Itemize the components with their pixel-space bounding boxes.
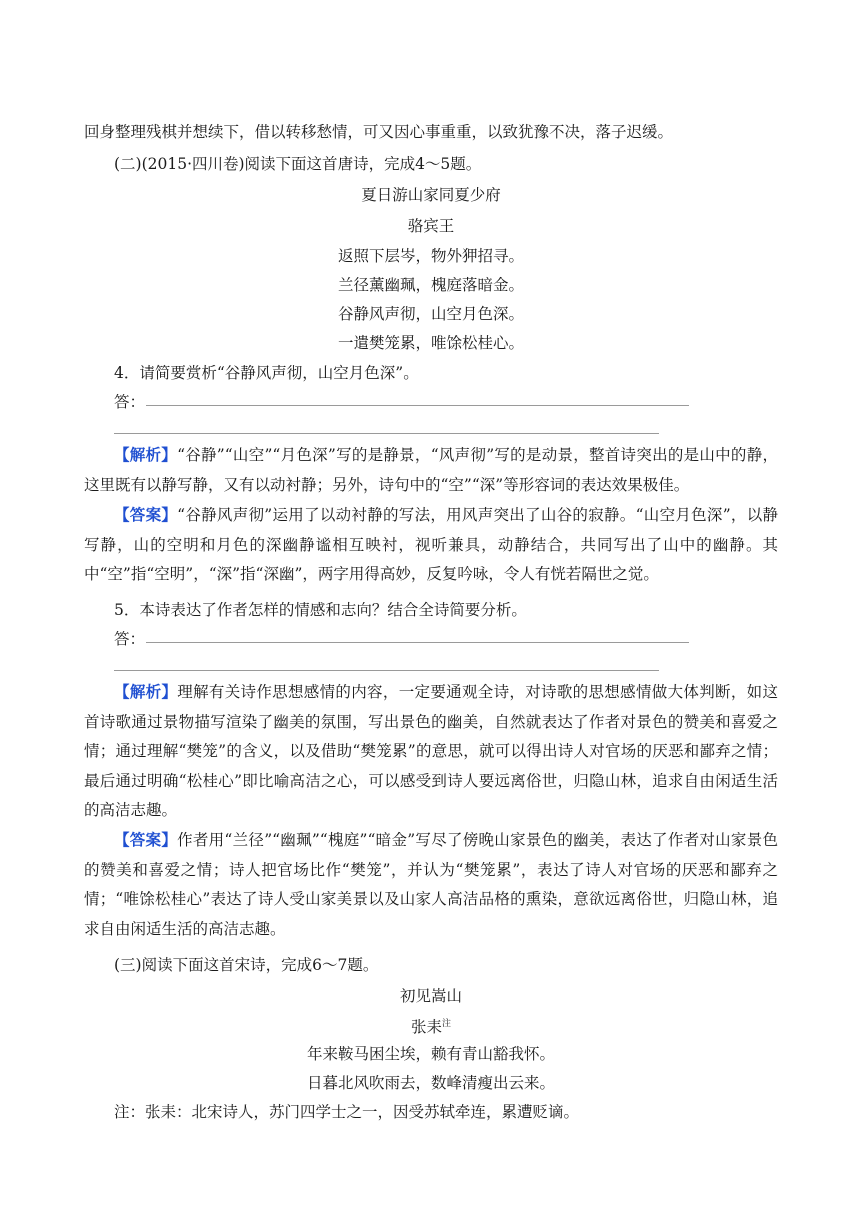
poem2-line-1: 年来鞍马困尘埃，赖有青山豁我怀。 bbox=[306, 1045, 555, 1063]
poem2-author-name: 张耒 bbox=[410, 1018, 442, 1037]
q5-answer-text: 作者用“兰径”“幽珮”“槐庭”“暗金”写尽了傍晚山家景色的幽美，表达了作者对山家景色的赞美和喜爱之情；诗人把官场比作“樊笼”，并认为“樊笼累”，表达了诗人对官场的厌恶和鄙弃之情；“唯馀松桂心”表达了诗人受山家美景以及山家人高洁品格的熏染，意欲远离俗世，归隐山林，追求自由闲适生活的高洁志趣。 bbox=[84, 831, 778, 938]
answer-tag: 【答案】 bbox=[114, 505, 178, 524]
q4-answer bbox=[84, 500, 778, 590]
q4-answer-line-2 bbox=[114, 433, 659, 434]
poem2-author bbox=[84, 1014, 778, 1037]
poem2-author-note-mark: 注 bbox=[442, 1019, 452, 1029]
section-heading-3: (三)阅读下面这首宋诗，完成6～7题。 bbox=[114, 956, 379, 974]
q4-answer-line-1 bbox=[146, 405, 689, 406]
poem1-line-4: 一遣樊笼累，唯馀松桂心。 bbox=[337, 334, 524, 352]
q5-answer bbox=[84, 825, 778, 944]
q4-analysis-text: “谷静”“山空”“月色深”写的是静景，“风声彻”写的是动景，整首诗突出的是山中的静，这里既有以静写静，又有以动衬静；另外，诗句中的“空”“深”等形容词的表达效果极佳。 bbox=[84, 446, 778, 494]
q4-analysis bbox=[84, 440, 778, 500]
poem2-line-2: 日暮北风吹雨去，数峰清瘦出云来。 bbox=[306, 1074, 555, 1092]
poem2-title: 初见嵩山 bbox=[399, 987, 462, 1005]
poem1-line-1: 返照下层岑，物外狎招寻。 bbox=[337, 247, 524, 265]
q5-answer-line-2 bbox=[114, 670, 659, 671]
q4-answer-label: 答： bbox=[114, 393, 146, 411]
poem1-line-2: 兰径薰幽珮，槐庭落暗金。 bbox=[337, 276, 524, 294]
q4-answer-text: “谷静风声彻”运用了以动衬静的写法，用风声突出了山谷的寂静。“山空月色深”，以静写静，山的空明和月色的深幽静谧相互映衬，视听兼具，动静结合，共同写出了山中的幽静。其中“空”指“空明”，“深”指“深幽”，两字用得高妙，反复吟咏，令人有恍若隔世之觉。 bbox=[84, 506, 778, 584]
analysis-tag: 【解析】 bbox=[114, 445, 178, 464]
poem2-note: 注：张耒：北宋诗人，苏门四学士之一，因受苏轼牵连，累遭贬谪。 bbox=[114, 1103, 580, 1121]
poem1-line-3: 谷静风声彻，山空月色深。 bbox=[337, 305, 524, 323]
q5-analysis bbox=[84, 677, 778, 826]
question-4: 4．请简要赏析“谷静风声彻，山空月色深”。 bbox=[114, 364, 419, 382]
answer-tag: 【答案】 bbox=[114, 830, 178, 849]
poem1-title: 夏日游山家同夏少府 bbox=[361, 186, 501, 204]
analysis-tag: 【解析】 bbox=[114, 682, 178, 701]
section-heading-2: (二)(2015·四川卷)阅读下面这首唐诗，完成4～5题。 bbox=[114, 155, 482, 173]
q5-answer-label: 答： bbox=[114, 630, 146, 648]
poem1-author: 骆宾王 bbox=[407, 217, 455, 235]
question-5: 5．本诗表达了作者怎样的情感和志向？结合全诗简要分析。 bbox=[114, 601, 527, 619]
intro-line: 回身整理残棋并想续下，借以转移愁情，可又因心事重重，以致犹豫不决，落子迟缓。 bbox=[84, 123, 674, 141]
q5-analysis-text: 理解有关诗作思想感情的内容，一定要通观全诗，对诗歌的思想感情做大体判断，如这首诗歌通过景物描写渲染了幽美的氛围，写出景色的幽美，自然就表达了作者对景色的赞美和喜爱之情；通过理解“樊笼”的含义，以及借助“樊笼累”的意思，就可以得出诗人对官场的厌恶和鄙弃之情；最后通过明确“松桂心”即比喻高洁之心，可以感受到诗人要远离俗世，归隐山林，追求自由闲适生活的高洁志趣。 bbox=[84, 683, 778, 820]
q5-answer-line-1 bbox=[146, 642, 689, 643]
